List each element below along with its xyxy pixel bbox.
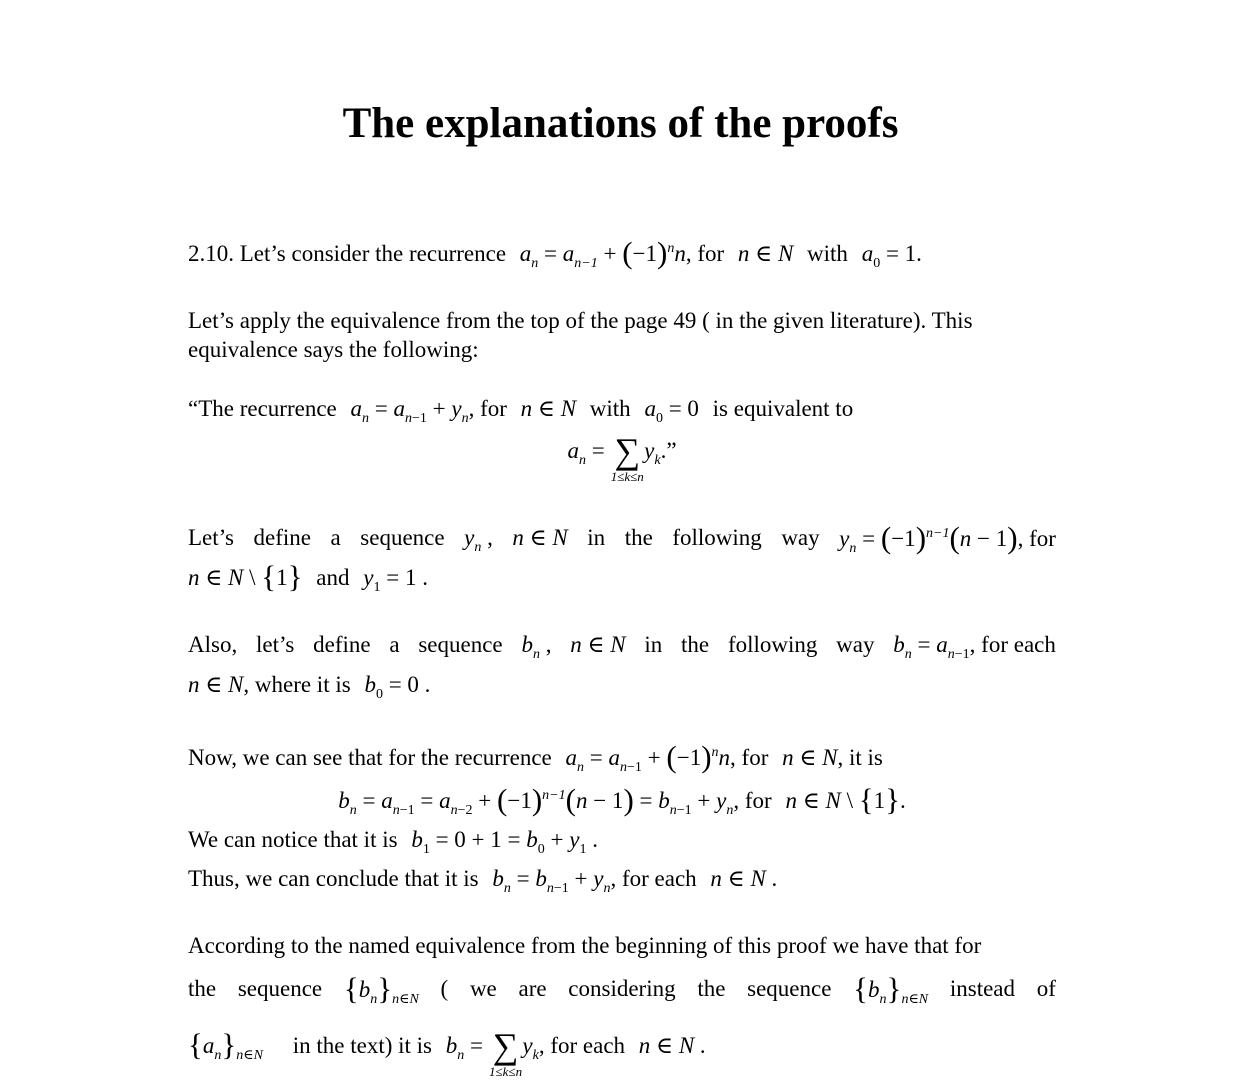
sum-sign: ∑ 1≤k≤n xyxy=(610,431,644,484)
recurrence-observation: Now, we can see that for the recurrence $a_n = a_{n-1} + (-1)^nn$, for n ∈ N, it is xyxy=(188,739,883,775)
paragraph-line: Let’s apply the equivalence from the top of the page 49 ( in the given literature). This xyxy=(188,308,973,333)
recurrence-statement: 2.10. Let’s consider the recurrence $a_n = a_{n-1} + (-1)^nn$, for n ∈ N with $a_0 = 1$. xyxy=(188,235,922,271)
base-case: We can notice that it is $b_1 = 0 + 1 = b_0 + y_1$ . xyxy=(188,827,598,857)
sum-sign: ∑ 1≤k≤n xyxy=(489,1026,523,1079)
sequence-definition-b: Also, let’s define a sequence $b_n$ , n ∈ N in the following way $b_n = a_{n-1}$, for each xyxy=(188,632,1056,662)
sequence-definition-b-cont: n ∈ N, where it is $b_0 = 0$ . xyxy=(188,672,431,702)
paragraph-line: According to the named equivalence from the beginning of this proof we have that for xyxy=(188,933,982,958)
page-title: The explanations of the proofs xyxy=(342,100,899,147)
b-recurrence-formula: $b_n = a_{n-1} = a_{n-2} + (-1)^{n-1}(n - 1) = b_{n-1} + y_n$, for n ∈ N \ {1}. xyxy=(338,782,906,818)
paragraph-line: equivalence says the following: xyxy=(188,337,479,362)
sequence-definition-y: Let’s define a sequence $y_n$ , n ∈ N in the following way $y_n = (-1)^{n-1}(n - 1)$, for xyxy=(188,520,1056,556)
sequence-b-note: the sequence $\{b_n\}_{n\in N}$ ( we are considering the sequence $\{b_n\}_{n\in N}$ instead of xyxy=(188,971,1056,1007)
final-sum: $\{a_n\}_{n\in N}$ in the text) it is $b_n$ = ∑ 1≤k≤n $y_k$, for each n ∈ N . xyxy=(188,1026,706,1079)
sequence-definition-y-cont: n ∈ N \ {1} and $y_1 = 1$ . xyxy=(188,559,428,595)
sum-formula: $a_n$ = ∑ 1≤k≤n $y_k$.” xyxy=(567,431,677,484)
conclusion: Thus, we can conclude that it is $b_n = b_{n-1} + y_n$, for each n ∈ N . xyxy=(188,866,778,896)
equivalence-quote: “The recurrence $a_n = a_{n-1} + y_n$, for n ∈ N with $a_0 = 0$ is equivalent to xyxy=(188,396,854,426)
